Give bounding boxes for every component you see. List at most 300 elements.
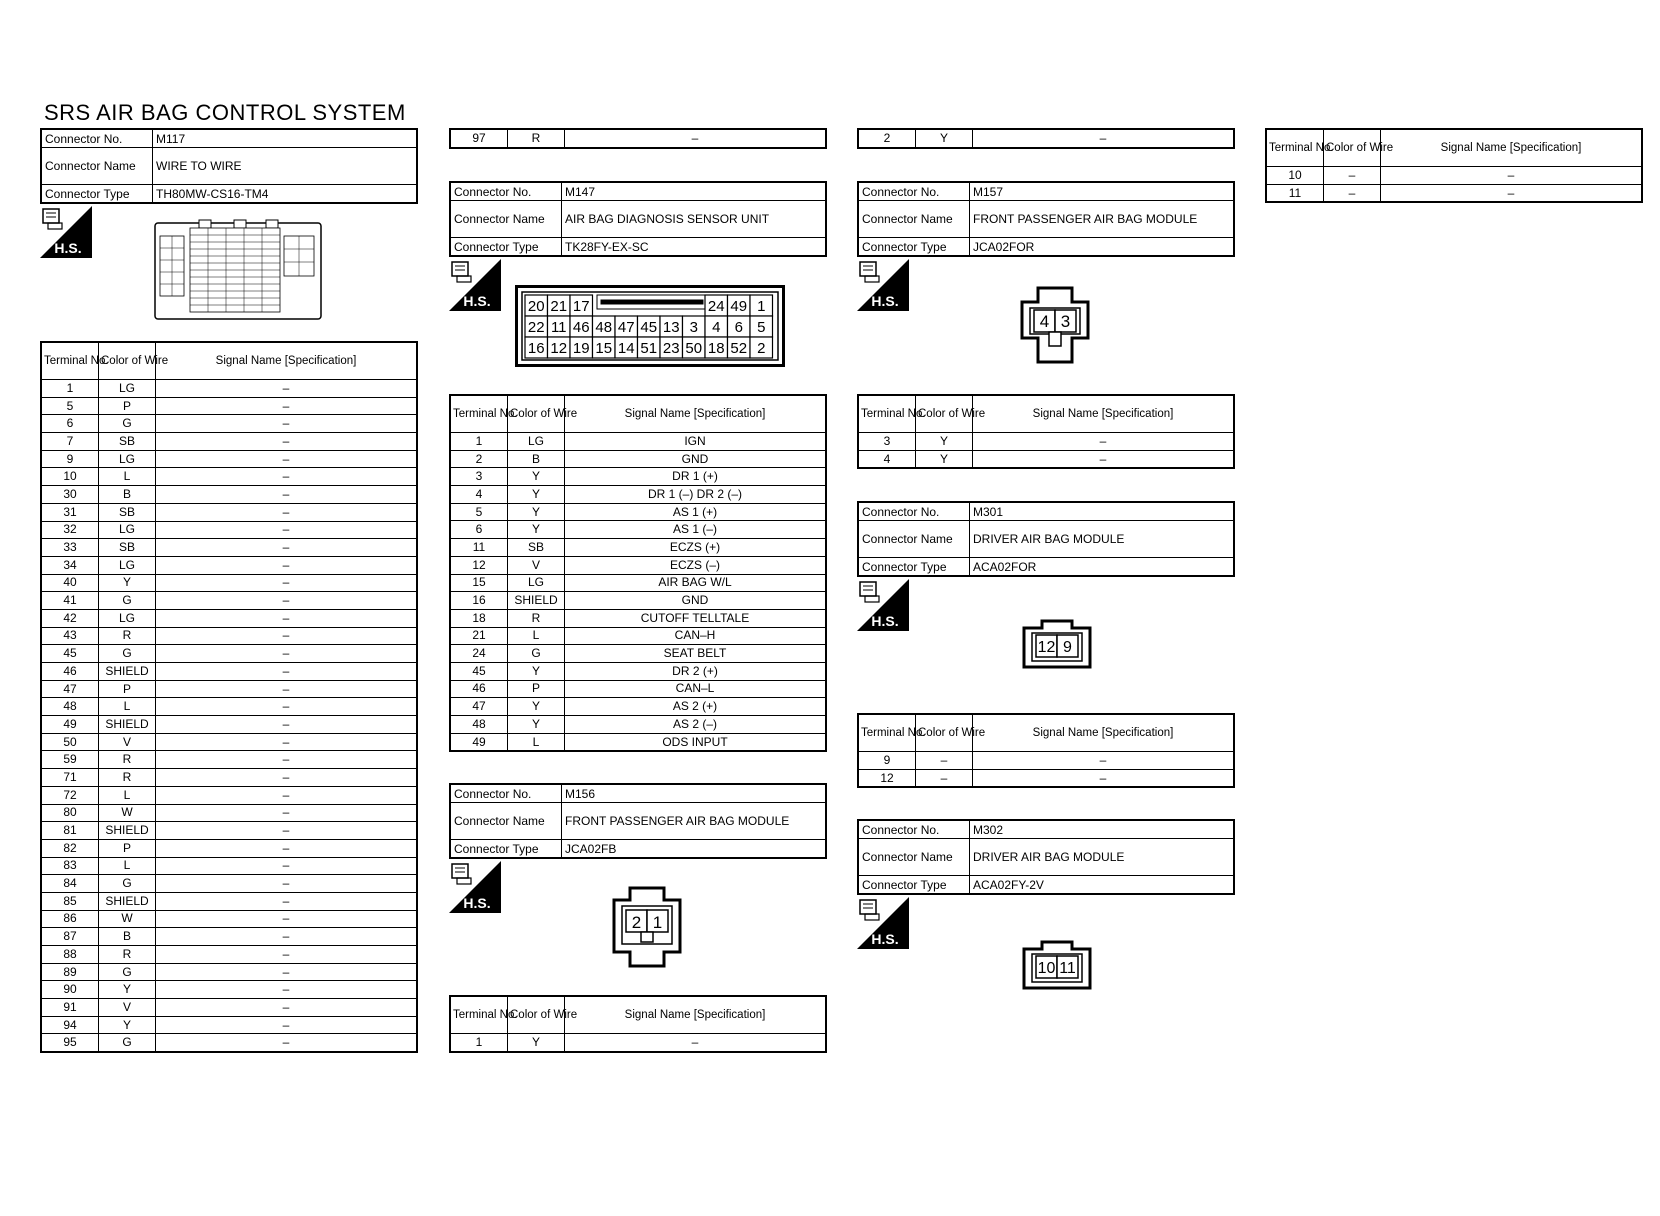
pin-label: 45 <box>640 319 658 336</box>
connector-type-value: ACA02FOR <box>970 558 1235 577</box>
terminal-no-cell: 59 <box>41 751 99 769</box>
signal-name-cell: – <box>156 892 418 910</box>
signal-name-cell: – <box>156 698 418 716</box>
harness-side-icon <box>857 579 909 631</box>
signal-name-cell: – <box>156 804 418 822</box>
harness-side-icon <box>449 259 501 311</box>
color-of-wire-header: Color of Wire <box>508 996 565 1034</box>
wire-color-cell: P <box>508 680 565 698</box>
signal-name-header: Signal Name [Specification] <box>973 714 1235 752</box>
signal-name-cell: – <box>973 450 1235 468</box>
signal-name-cell: – <box>156 556 418 574</box>
terminal-table-m147 <box>449 394 827 752</box>
pin-label: 48 <box>595 319 613 336</box>
pin-label: 12 <box>1037 639 1056 656</box>
terminal-no-cell: 5 <box>41 397 99 415</box>
pin-label: 18 <box>707 340 725 357</box>
signal-name-cell: – <box>1381 167 1643 185</box>
wire-color-cell: LG <box>99 380 156 398</box>
terminal-no-cell: 24 <box>450 645 508 663</box>
terminal-no-header: Terminal No. <box>858 714 916 752</box>
connector-face-m301 <box>1020 619 1094 669</box>
terminal-no-cell: 33 <box>41 539 99 557</box>
table-row <box>41 556 417 574</box>
signal-name-cell: ECZS (+) <box>565 539 827 557</box>
terminal-no-cell: 84 <box>41 875 99 893</box>
terminal-no-cell: 48 <box>450 716 508 734</box>
hs-badge-text: H.S. <box>463 895 491 911</box>
table-row <box>41 663 417 681</box>
pin-label: 49 <box>730 298 748 315</box>
signal-name-cell: – <box>156 415 418 433</box>
wire-color-cell: Y <box>916 433 973 451</box>
connector-type-label: Connector Type <box>450 840 562 859</box>
signal-name-cell: ECZS (–) <box>565 556 827 574</box>
table-row <box>450 698 826 716</box>
wire-color-cell: SB <box>508 539 565 557</box>
terminal-no-cell: 46 <box>450 680 508 698</box>
table-row <box>450 521 826 539</box>
signal-name-cell: – <box>156 539 418 557</box>
terminal-no-cell: 9 <box>858 752 916 770</box>
wire-color-cell: P <box>99 680 156 698</box>
table-row <box>41 786 417 804</box>
wire-color-cell: Y <box>508 662 565 680</box>
terminal-no-cell: 49 <box>450 733 508 751</box>
terminal-table-m302 <box>1265 128 1643 203</box>
pin-label: 24 <box>707 298 725 315</box>
wire-color-cell: Y <box>508 503 565 521</box>
wire-color-cell: R <box>508 129 565 148</box>
hs-badge-text: H.S. <box>871 613 899 629</box>
connector-no-value: M156 <box>562 784 827 803</box>
signal-name-cell: – <box>156 963 418 981</box>
wire-color-cell: G <box>99 1034 156 1052</box>
pin-label: 3 <box>1060 312 1071 331</box>
terminal-no-cell: 30 <box>41 486 99 504</box>
signal-name-cell: – <box>156 857 418 875</box>
terminal-no-cell: 49 <box>41 716 99 734</box>
hs-badge-text: H.S. <box>871 931 899 947</box>
terminal-no-cell: 48 <box>41 698 99 716</box>
terminal-no-cell: 45 <box>450 662 508 680</box>
terminal-no-header: Terminal No. <box>41 342 99 380</box>
pin-label: 16 <box>527 340 545 357</box>
connector-face-m302 <box>1020 940 1094 990</box>
wire-color-cell: LG <box>99 521 156 539</box>
signal-name-cell: – <box>156 751 418 769</box>
table-row <box>41 397 417 415</box>
pin-label: 20 <box>527 298 545 315</box>
signal-name-cell: – <box>156 716 418 734</box>
terminal-no-cell: 12 <box>858 769 916 787</box>
terminal-no-cell: 2 <box>450 450 508 468</box>
wire-color-cell: SB <box>99 503 156 521</box>
table-row <box>41 433 417 451</box>
terminal-no-header: Terminal No. <box>450 996 508 1034</box>
connector-no-label: Connector No. <box>450 784 562 803</box>
terminal-no-cell: 10 <box>41 468 99 486</box>
signal-name-header: Signal Name [Specification] <box>973 395 1235 433</box>
pin-label: 11 <box>1059 960 1076 977</box>
table-row <box>41 875 417 893</box>
signal-name-cell: SEAT BELT <box>565 645 827 663</box>
connector-type-value: JCA02FOR <box>970 238 1235 257</box>
signal-name-cell: CAN–L <box>565 680 827 698</box>
wire-color-cell: – <box>916 752 973 770</box>
wire-color-cell: L <box>99 857 156 875</box>
wire-color-cell: G <box>99 592 156 610</box>
connector-face-m117 <box>154 222 322 322</box>
terminal-no-cell: 72 <box>41 786 99 804</box>
signal-name-cell: – <box>156 627 418 645</box>
signal-name-cell: – <box>156 609 418 627</box>
terminal-no-cell: 18 <box>450 609 508 627</box>
color-of-wire-header: Color of Wire <box>1324 129 1381 167</box>
connector-type-label: Connector Type <box>41 185 153 204</box>
terminal-no-header: Terminal No. <box>858 395 916 433</box>
wire-color-cell: LG <box>99 450 156 468</box>
connector-info-m302 <box>857 819 1235 895</box>
wire-color-cell: SHIELD <box>99 892 156 910</box>
signal-name-cell: – <box>156 946 418 964</box>
terminal-no-cell: 41 <box>41 592 99 610</box>
signal-name-header: Signal Name [Specification] <box>156 342 418 380</box>
connector-name-value: DRIVER AIR BAG MODULE <box>970 521 1235 558</box>
table-row <box>41 716 417 734</box>
signal-name-cell: AS 1 (–) <box>565 521 827 539</box>
connector-name-label: Connector Name <box>858 201 970 238</box>
connector-info-m157 <box>857 181 1235 257</box>
terminal-table-m117-continued <box>449 128 827 149</box>
wire-color-cell: SB <box>99 539 156 557</box>
connector-no-label: Connector No. <box>450 182 562 201</box>
signal-name-cell: AS 1 (+) <box>565 503 827 521</box>
table-row <box>41 574 417 592</box>
connector-m156 <box>449 783 827 859</box>
connector-name-value: DRIVER AIR BAG MODULE <box>970 839 1235 876</box>
terminal-no-cell: 16 <box>450 592 508 610</box>
pin-label: 11 <box>550 319 567 336</box>
signal-name-cell: GND <box>565 450 827 468</box>
wire-color-cell: V <box>99 999 156 1017</box>
table-row <box>450 627 826 645</box>
terminal-no-cell: 40 <box>41 574 99 592</box>
terminal-no-cell: 2 <box>858 129 916 148</box>
wire-color-cell: SHIELD <box>99 822 156 840</box>
table-row <box>41 380 417 398</box>
hs-badge-text: H.S. <box>871 293 899 309</box>
connector-no-value: M117 <box>153 129 418 148</box>
wire-color-cell: Y <box>99 574 156 592</box>
terminal-no-cell: 11 <box>1266 184 1324 202</box>
connector-face-m147 <box>515 285 785 367</box>
table-row <box>450 592 826 610</box>
terminal-no-cell: 47 <box>41 680 99 698</box>
table-row <box>41 946 417 964</box>
signal-name-cell: – <box>156 680 418 698</box>
table-row <box>41 822 417 840</box>
signal-name-cell: – <box>156 503 418 521</box>
table-row <box>450 433 826 451</box>
signal-name-cell: – <box>156 875 418 893</box>
terminal-no-cell: 81 <box>41 822 99 840</box>
connector-info-m117 <box>40 128 418 204</box>
connector-name-label: Connector Name <box>41 148 153 185</box>
terminal-no-cell: 5 <box>450 503 508 521</box>
connector-info-m156 <box>449 783 827 859</box>
terminal-no-cell: 97 <box>450 129 508 148</box>
terminal-no-cell: 11 <box>450 539 508 557</box>
connector-type-label: Connector Type <box>858 238 970 257</box>
terminal-no-header: Terminal No. <box>450 395 508 433</box>
signal-name-cell: – <box>156 1016 418 1034</box>
table-row <box>41 928 417 946</box>
pin-label: 23 <box>662 340 680 357</box>
connector-no-label: Connector No. <box>858 502 970 521</box>
terminal-no-cell: 95 <box>41 1034 99 1052</box>
terminal-table-m301 <box>857 713 1235 788</box>
pin-label: 47 <box>617 319 635 336</box>
pin-label: 17 <box>572 298 590 315</box>
signal-name-cell: – <box>156 592 418 610</box>
pin-label: 14 <box>617 340 635 357</box>
connector-m147 <box>449 181 827 257</box>
table-row <box>41 645 417 663</box>
wire-color-cell: L <box>99 786 156 804</box>
connector-no-label: Connector No. <box>41 129 153 148</box>
pin-label: 1 <box>652 913 663 932</box>
table-row <box>41 680 417 698</box>
table-row <box>41 1016 417 1034</box>
connector-no-label: Connector No. <box>858 182 970 201</box>
connector-type-label: Connector Type <box>858 876 970 895</box>
wire-color-cell: L <box>99 468 156 486</box>
wire-color-cell: SHIELD <box>508 592 565 610</box>
signal-name-cell: AIR BAG W/L <box>565 574 827 592</box>
signal-name-cell: – <box>156 574 418 592</box>
table-row <box>450 503 826 521</box>
terminal-no-cell: 83 <box>41 857 99 875</box>
table-row <box>41 769 417 787</box>
table-row <box>41 963 417 981</box>
connector-name-value: AIR BAG DIAGNOSIS SENSOR UNIT <box>562 201 827 238</box>
table-row <box>1266 184 1642 202</box>
connector-m157 <box>857 181 1235 257</box>
terminal-no-cell: 34 <box>41 556 99 574</box>
terminal-no-cell: 7 <box>41 433 99 451</box>
pin-label: 51 <box>640 340 658 357</box>
harness-side-icon <box>857 259 909 311</box>
connector-type-value: JCA02FB <box>562 840 827 859</box>
table-row <box>450 468 826 486</box>
wire-color-cell: SB <box>99 433 156 451</box>
wire-color-cell: Y <box>508 468 565 486</box>
connector-no-value: M147 <box>562 182 827 201</box>
wire-color-cell: G <box>99 415 156 433</box>
wire-color-cell: Y <box>508 521 565 539</box>
wire-color-cell: SHIELD <box>99 716 156 734</box>
wire-color-cell: Y <box>508 486 565 504</box>
signal-name-cell: AS 2 (+) <box>565 698 827 716</box>
signal-name-cell: – <box>156 645 418 663</box>
table-row <box>41 733 417 751</box>
table-row <box>450 450 826 468</box>
wire-color-cell: Y <box>99 1016 156 1034</box>
table-row <box>450 680 826 698</box>
signal-name-cell: AS 2 (–) <box>565 716 827 734</box>
table-row <box>41 751 417 769</box>
pin-label: 13 <box>662 319 680 336</box>
terminal-no-cell: 82 <box>41 839 99 857</box>
terminal-no-cell: 50 <box>41 733 99 751</box>
connector-name-label: Connector Name <box>858 839 970 876</box>
connector-no-value: M157 <box>970 182 1235 201</box>
signal-name-cell: – <box>156 822 418 840</box>
terminal-no-cell: 31 <box>41 503 99 521</box>
connector-info-m301 <box>857 501 1235 577</box>
table-row <box>41 486 417 504</box>
table-row <box>450 609 826 627</box>
table-row <box>41 415 417 433</box>
wire-color-cell: – <box>1324 184 1381 202</box>
terminal-no-cell: 3 <box>858 433 916 451</box>
terminal-no-header: Terminal No. <box>1266 129 1324 167</box>
wire-color-cell: LG <box>508 433 565 451</box>
terminal-no-cell: 88 <box>41 946 99 964</box>
table-row <box>41 892 417 910</box>
connector-type-label: Connector Type <box>450 238 562 257</box>
signal-name-cell: – <box>156 468 418 486</box>
signal-name-cell: – <box>973 129 1235 148</box>
table-row <box>858 769 1234 787</box>
signal-name-cell: GND <box>565 592 827 610</box>
terminal-no-cell: 89 <box>41 963 99 981</box>
terminal-no-cell: 47 <box>450 698 508 716</box>
pin-label: 21 <box>550 298 568 315</box>
wire-color-cell: G <box>99 963 156 981</box>
color-of-wire-header: Color of Wire <box>916 395 973 433</box>
table-row <box>41 450 417 468</box>
connector-name-label: Connector Name <box>450 803 562 840</box>
table-row <box>41 999 417 1017</box>
wire-color-cell: L <box>508 627 565 645</box>
wire-color-cell: W <box>99 804 156 822</box>
connector-no-label: Connector No. <box>858 820 970 839</box>
terminal-no-cell: 43 <box>41 627 99 645</box>
wire-color-cell: G <box>99 645 156 663</box>
harness-side-icon <box>449 861 501 913</box>
color-of-wire-header: Color of Wire <box>508 395 565 433</box>
table-row <box>41 609 417 627</box>
terminal-no-cell: 86 <box>41 910 99 928</box>
connector-name-value: WIRE TO WIRE <box>153 148 418 185</box>
terminal-no-cell: 80 <box>41 804 99 822</box>
terminal-no-cell: 1 <box>41 380 99 398</box>
wire-color-cell: R <box>99 751 156 769</box>
page-title: SRS AIR BAG CONTROL SYSTEM <box>44 100 406 125</box>
terminal-no-cell: 91 <box>41 999 99 1017</box>
pin-label: 2 <box>757 340 766 357</box>
wire-color-cell: W <box>99 910 156 928</box>
wire-color-cell: Y <box>916 450 973 468</box>
terminal-no-cell: 32 <box>41 521 99 539</box>
terminal-no-cell: 4 <box>858 450 916 468</box>
signal-name-cell: – <box>973 752 1235 770</box>
terminal-table-m156-continued <box>857 128 1235 149</box>
table-row <box>858 433 1234 451</box>
terminal-no-cell: 3 <box>450 468 508 486</box>
wire-color-cell: LG <box>508 574 565 592</box>
signal-name-cell: – <box>156 928 418 946</box>
wire-color-cell: P <box>99 839 156 857</box>
terminal-no-cell: 90 <box>41 981 99 999</box>
signal-name-header: Signal Name [Specification] <box>565 996 827 1034</box>
pin-label: 9 <box>1063 639 1072 656</box>
table-row <box>41 981 417 999</box>
connector-type-label: Connector Type <box>858 558 970 577</box>
terminal-table-m157 <box>857 394 1235 469</box>
table-row <box>450 539 826 557</box>
pin-label: 19 <box>572 340 590 357</box>
pin-label: 2 <box>631 913 642 932</box>
pin-label: 52 <box>730 340 748 357</box>
wire-color-cell: R <box>99 627 156 645</box>
wire-color-cell: G <box>99 875 156 893</box>
wire-color-cell: B <box>508 450 565 468</box>
terminal-no-cell: 6 <box>41 415 99 433</box>
pin-label: 4 <box>712 319 721 336</box>
table-row <box>41 503 417 521</box>
connector-face-m156 <box>610 886 684 968</box>
signal-name-header: Signal Name [Specification] <box>565 395 827 433</box>
connector-m302 <box>857 819 1235 895</box>
pin-label: 6 <box>734 319 743 336</box>
signal-name-cell: ODS INPUT <box>565 733 827 751</box>
color-of-wire-header: Color of Wire <box>916 714 973 752</box>
connector-type-value: TK28FY-EX-SC <box>562 238 827 257</box>
wire-color-cell: Y <box>508 698 565 716</box>
signal-name-cell: – <box>973 433 1235 451</box>
signal-name-cell: – <box>156 910 418 928</box>
signal-name-cell: – <box>156 450 418 468</box>
harness-side-icon <box>40 206 92 258</box>
signal-name-cell: IGN <box>565 433 827 451</box>
wire-color-cell: L <box>508 733 565 751</box>
table-row <box>858 450 1234 468</box>
table-row <box>450 662 826 680</box>
table-row <box>1266 167 1642 185</box>
terminal-table-m117 <box>40 341 418 1053</box>
signal-name-cell: – <box>156 981 418 999</box>
signal-name-cell: – <box>156 433 418 451</box>
pin-label: 3 <box>689 319 698 336</box>
signal-name-cell: DR 1 (–) DR 2 (–) <box>565 486 827 504</box>
wire-color-cell: G <box>508 645 565 663</box>
hs-badge-text: H.S. <box>463 293 491 309</box>
wire-color-cell: LG <box>99 556 156 574</box>
table-row <box>41 627 417 645</box>
terminal-no-cell: 6 <box>450 521 508 539</box>
wire-color-cell: V <box>99 733 156 751</box>
pin-label: 1 <box>757 298 766 315</box>
terminal-no-cell: 1 <box>450 433 508 451</box>
terminal-no-cell: 12 <box>450 556 508 574</box>
signal-name-cell: CUTOFF TELLTALE <box>565 609 827 627</box>
table-row <box>450 1034 826 1052</box>
table-row <box>41 1034 417 1052</box>
table-row <box>858 129 1234 148</box>
